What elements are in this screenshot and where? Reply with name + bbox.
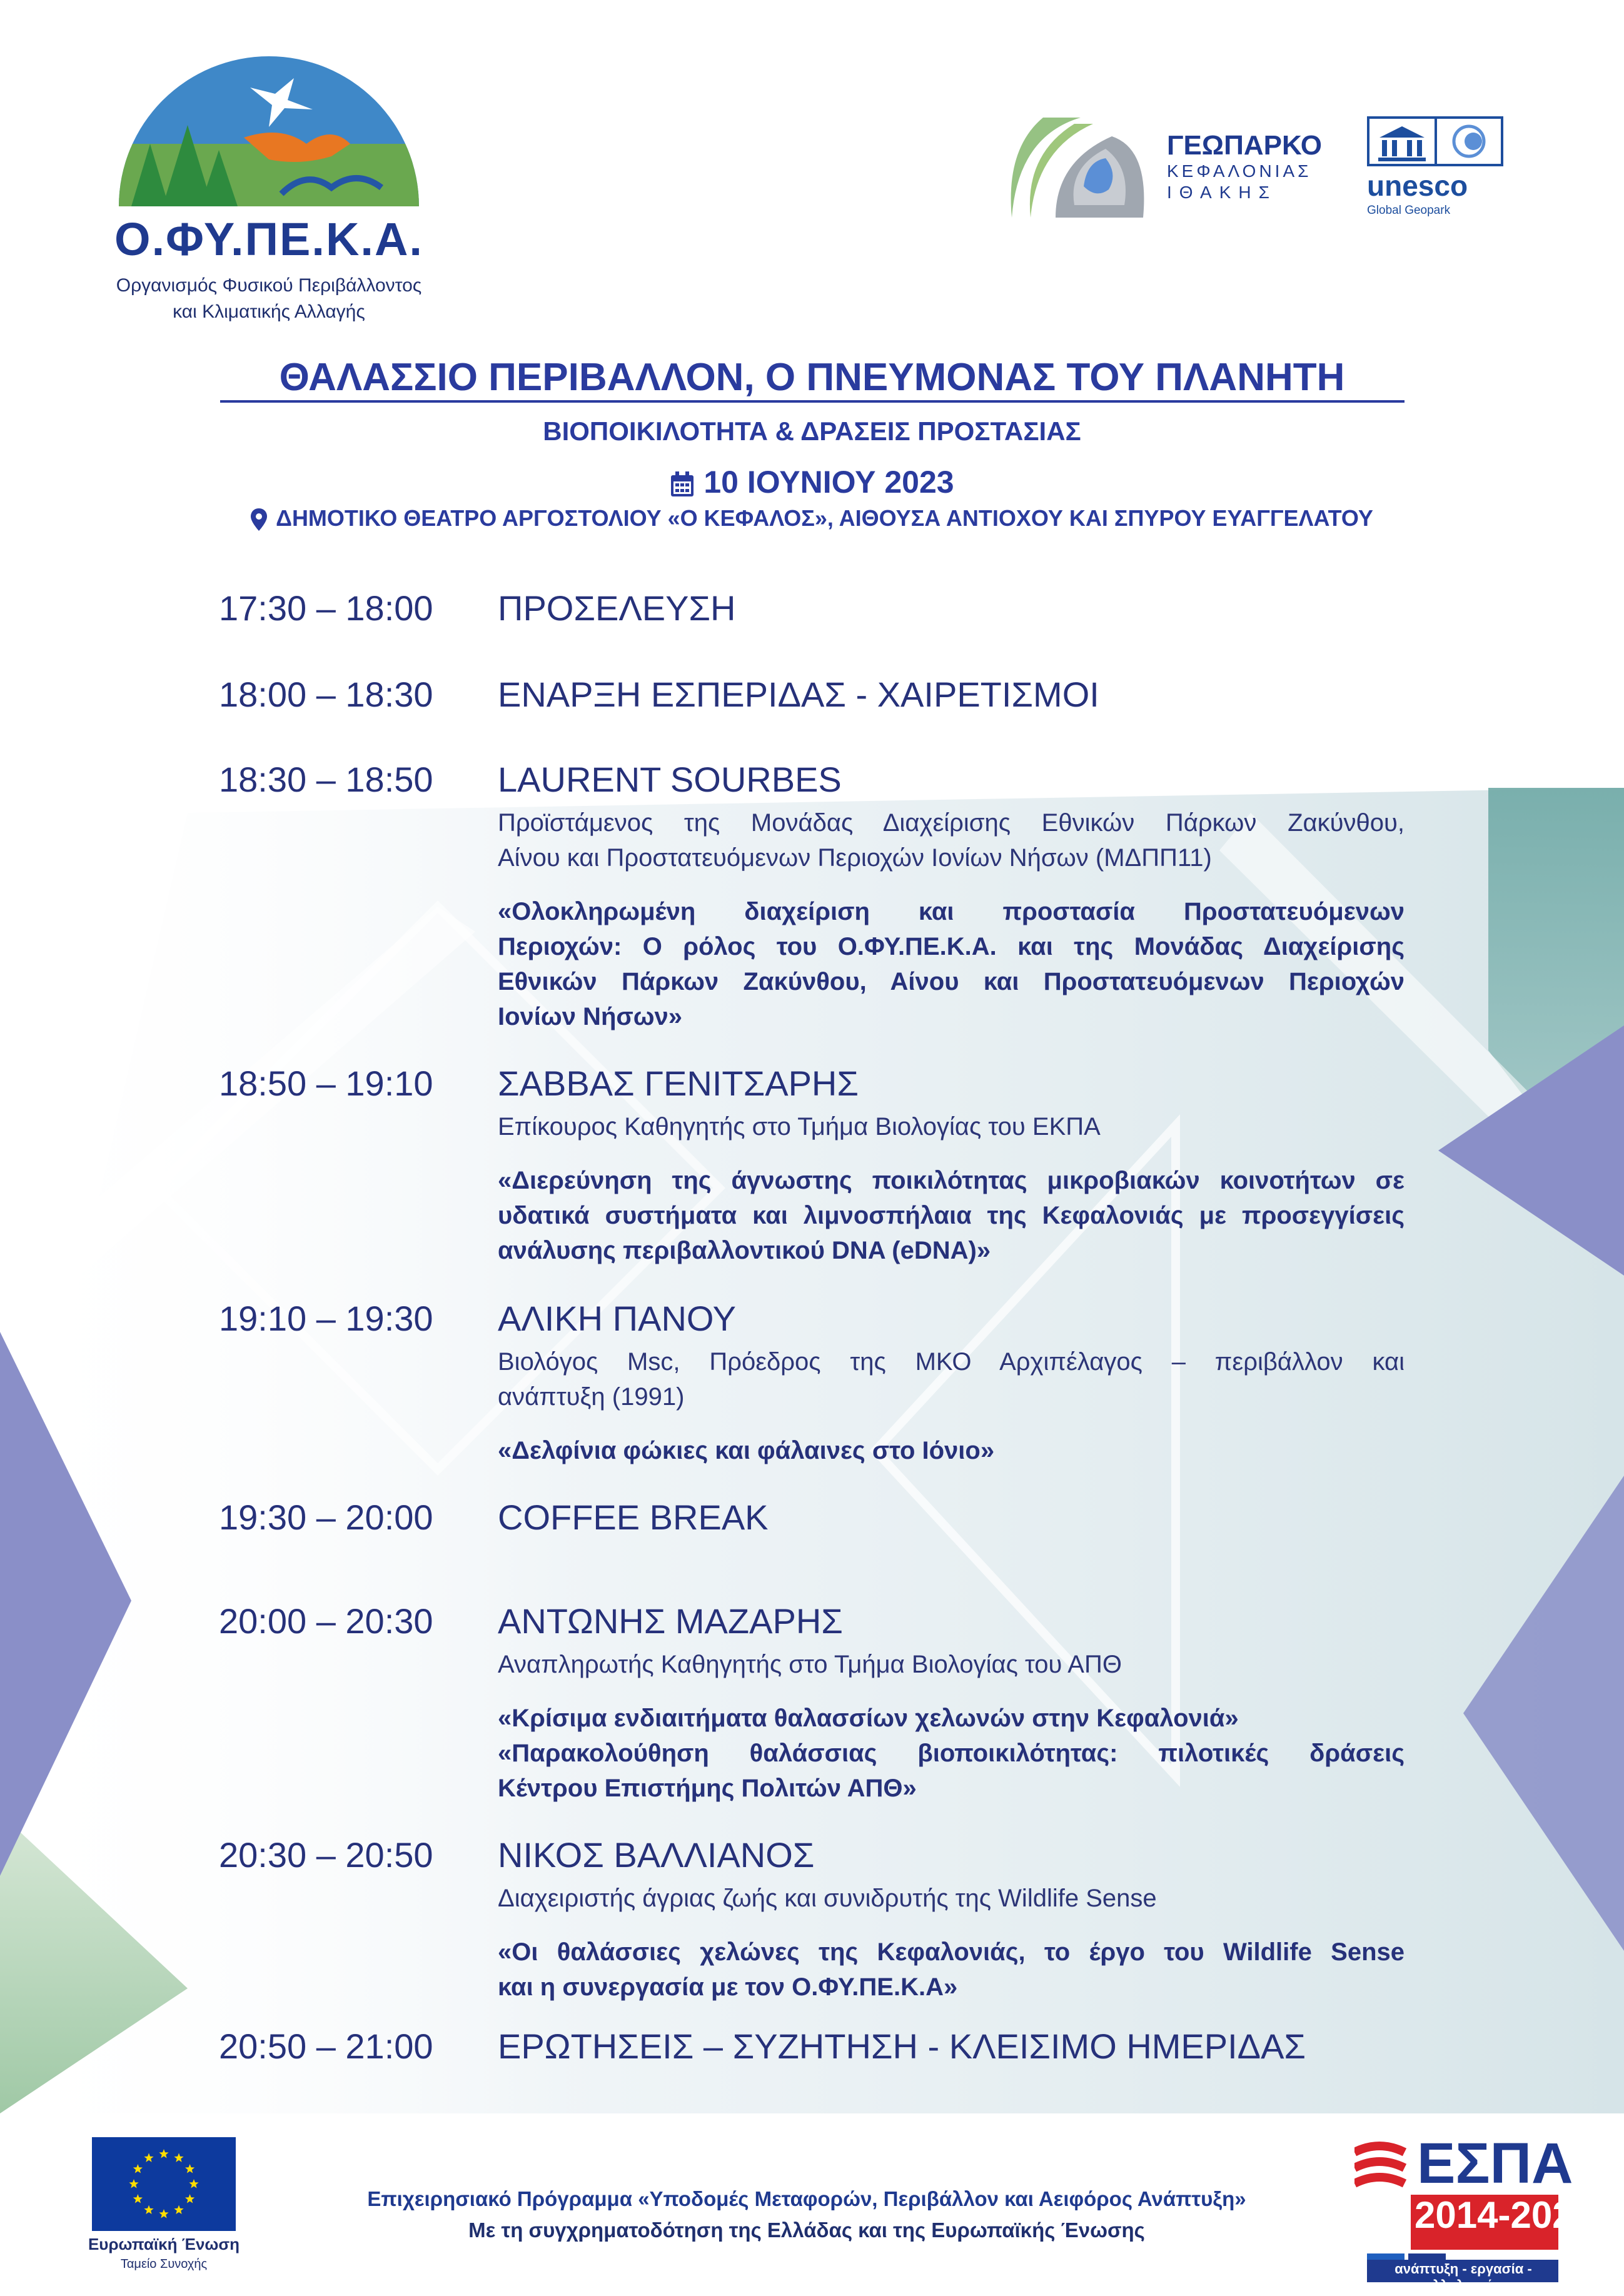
schedule-time: 19:30 – 20:00 <box>219 1498 433 1537</box>
schedule-heading: ΠΡΟΣΕΛΕΥΣΗ <box>498 588 736 628</box>
schedule-heading: ΕΡΩΤΗΣΕΙΣ – ΣΥΖΗΤΗΣΗ - ΚΛΕΙΣΙΜΟ ΗΜΕΡΙΔΑΣ <box>498 2027 1306 2066</box>
talk-title-line: υδατικά συστήματα και λιμνοσπήλαια της Κεφαλονιάς με προσεγγίσεις <box>498 1202 1405 1229</box>
schedule-time: 19:10 – 19:30 <box>219 1299 433 1338</box>
speaker-role <box>498 1647 1405 1682</box>
speaker-role-line: ανάπτυξη (1991) <box>498 1383 685 1411</box>
schedule-heading: ΕΝΑΡΞΗ ΕΣΠΕΡΙΔΑΣ - ΧΑΙΡΕΤΙΣΜΟΙ <box>498 675 1099 714</box>
ofypeka-subtitle-line1: Οργανισμός Φυσικού Περιβάλλοντος <box>116 275 422 296</box>
schedule-heading: ΑΝΤΩΝΗΣ ΜΑΖΑΡΗΣ <box>498 1601 843 1641</box>
geopark-region: ΚΕΦΑΛΟΝΙΑΣ <box>1167 161 1312 181</box>
speaker-role-line: Αίνου και Προστατευόμενων Περιοχών Ιονίων Νήσων (ΜΔΠΠ11) <box>498 844 1212 872</box>
talk-title-line: «Διερεύνηση της άγνωστης ποικιλότητας μικροβιακών κοινοτήτων σε <box>498 1167 1405 1194</box>
schedule-time: 18:50 – 19:10 <box>219 1064 433 1103</box>
talk-title <box>498 1701 1405 1806</box>
programme-line1: Επιχειρησιακό Πρόγραμμα «Υποδομές Μεταφορών, Περιβάλλον και Αειφόρος Ανάπτυξη» <box>367 2187 1246 2210</box>
geopark-name: ΓΕΩΠΑΡΚΟ <box>1167 130 1322 161</box>
speaker-role-line: Επίκουρος Καθηγητής στο Τμήμα Βιολογίας του ΕΚΠΑ <box>498 1113 1101 1140</box>
speaker-role <box>498 1109 1405 1144</box>
schedule-heading: ΑΛΙΚΗ ΠΑΝΟΥ <box>498 1299 737 1338</box>
espa-years: 2014-2020 <box>1415 2194 1594 2236</box>
page-title: ΘΑΛΑΣΣΙΟ ΠΕΡΙΒΑΛΛΟΝ, Ο ΠΝΕΥΜΟΝΑΣ ΤΟΥ ΠΛΑΝΗΤΗ <box>279 356 1345 399</box>
schedule-time: 20:30 – 20:50 <box>219 1835 433 1875</box>
speaker-role <box>498 805 1405 875</box>
schedule-heading: LAURENT SOURBES <box>498 760 842 799</box>
talk-title-line: Περιοχών: Ο ρόλος του Ο.ΦΥ.ΠΕ.Κ.Α. και της Μονάδας Διαχείρισης <box>498 933 1405 960</box>
talk-title-line: «Δελφίνια φώκιες και φάλαινες στο Ιόνιο» <box>498 1437 995 1464</box>
talk-title <box>498 894 1405 1034</box>
speaker-role-line: Διαχειριστής άγριας ζωής και συνιδρυτής της Wildlife Sense <box>498 1885 1157 1912</box>
schedule-heading: ΣΑΒΒΑΣ ΓΕΝΙΤΣΑΡΗΣ <box>498 1064 859 1103</box>
unesco-subtitle: Global Geopark <box>1367 204 1451 217</box>
schedule-time: 20:00 – 20:30 <box>219 1601 433 1641</box>
ofypeka-subtitle-line2: και Κλιματικής Αλλαγής <box>173 301 365 322</box>
talk-title-line: ανάλυσης περιβαλλοντικού DNA (eDNA)» <box>498 1237 991 1264</box>
speaker-role-line: Αναπληρωτής Καθηγητής στο Τμήμα Βιολογίας του ΑΠΘ <box>498 1651 1122 1678</box>
programme-line2: Με τη συγχρηματοδότηση της Ελλάδας και της Ευρωπαϊκής Ένωσης <box>468 2218 1145 2242</box>
unesco-name: unesco <box>1367 169 1468 202</box>
speaker-role <box>498 1881 1405 1916</box>
espa-name: ΕΣΠΑ <box>1417 2132 1573 2195</box>
schedule-time: 17:30 – 18:00 <box>219 588 433 628</box>
schedule-time: 18:30 – 18:50 <box>219 760 433 799</box>
talk-title-line: και η συνεργασία με τον Ο.ΦΥ.ΠΕ.Κ.Α» <box>498 1973 958 2001</box>
eu-fund-label: Ταμείο Συνοχής <box>120 2257 208 2271</box>
talk-title-line: «Κρίσιμα ενδιαιτήματα θαλασσίων χελωνών στην Κεφαλονιά» <box>498 1704 1239 1732</box>
talk-title-line: «Οι θαλάσσιες χελώνες της Κεφαλονιάς, το έργο του Wildlife Sense <box>498 1938 1405 1966</box>
schedule-heading: ΝΙΚΟΣ ΒΑΛΛΙΑΝΟΣ <box>498 1835 815 1875</box>
page-subtitle: ΒΙΟΠΟΙΚΙΛΟΤΗΤΑ & ΔΡΑΣΕΙΣ ΠΡΟΣΤΑΣΙΑΣ <box>543 416 1081 446</box>
eu-flag-icon <box>92 2137 236 2231</box>
schedule-time: 20:50 – 21:00 <box>219 2027 433 2066</box>
schedule-heading: COFFEE BREAK <box>498 1498 769 1537</box>
speaker-role-line: Προϊστάμενος της Μονάδας Διαχείρισης Εθνικών Πάρκων Ζακύνθου, <box>498 809 1405 837</box>
talk-title <box>498 1163 1405 1268</box>
event-date-text: 10 ΙΟΥΝΙΟΥ 2023 <box>704 465 954 500</box>
speaker-role <box>498 1344 1405 1414</box>
talk-title-line: «Ολοκληρωμένη διαχείριση και προστασία Προστατευόμενων <box>498 898 1405 925</box>
event-venue-text: ΔΗΜΟΤΙΚΟ ΘΕΑΤΡΟ ΑΡΓΟΣΤΟΛΙΟΥ «Ο ΚΕΦΑΛΟΣ», ΑΙΘΟΥΣΑ ΑΝΤΙΟΧΟΥ ΚΑΙ ΣΠΥΡΟΥ ΕΥΑΓΓΕΛΑΤΟΥ <box>276 505 1373 531</box>
ofypeka-name: Ο.ΦΥ.ΠΕ.Κ.Α. <box>114 213 423 265</box>
talk-title <box>498 1433 1405 1468</box>
espa-slogan: ανάπτυξη - εργασία - αλληλεγγύη <box>1395 2261 1532 2293</box>
talk-title-line: Κέντρου Επιστήμης Πολιτών ΑΠΘ» <box>498 1775 917 1802</box>
speaker-role-line: Βιολόγος Msc, Πρόεδρος της ΜΚΟ Αρχιπέλαγος – περιβάλλον και <box>498 1348 1405 1376</box>
eu-label: Ευρωπαϊκή Ένωση <box>88 2235 240 2253</box>
geopark-island: ΙΘΑΚΗΣ <box>1167 183 1277 202</box>
talk-title-line: Εθνικών Πάρκων Ζακύνθου, Αίνου και Προστατευόμενων Περιοχών <box>498 968 1405 995</box>
talk-title-line: Ιονίων Νήσων» <box>498 1003 683 1030</box>
talk-title-line: «Παρακολούθηση θαλάσσιας βιοποικιλότητας: πιλοτικές δράσεις <box>498 1740 1405 1767</box>
talk-title <box>498 1935 1405 2005</box>
schedule-time: 18:00 – 18:30 <box>219 675 433 714</box>
